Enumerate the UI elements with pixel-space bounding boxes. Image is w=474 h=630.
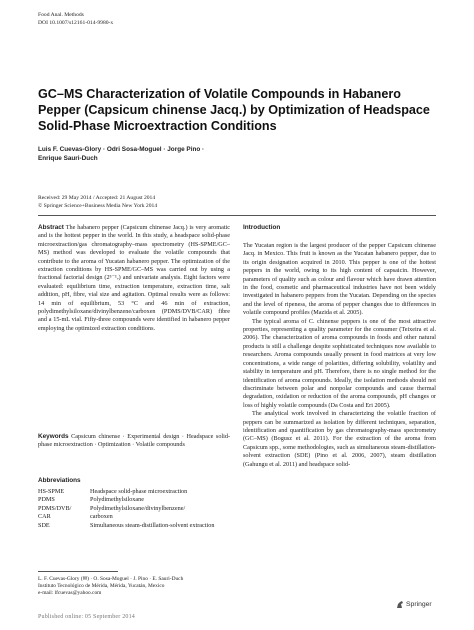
author-line-1: Luis F. Cuevas-Glory · Odri Sosa-Moguel · Jorge Pino · — [38, 146, 205, 153]
author-list — [38, 145, 438, 163]
abbreviation-row — [38, 496, 230, 504]
abbreviation-row — [38, 513, 230, 521]
received-accepted: Received: 29 May 2014 / Accepted: 21 August 2014 — [38, 195, 156, 201]
header-rule — [38, 215, 436, 216]
abbreviation-row — [38, 505, 230, 513]
abbreviation-key: HS-SPME — [38, 488, 65, 495]
author-affiliation-footnote — [38, 576, 230, 598]
footnote-email: e-mail: lfcuevas@yahoo.com — [38, 590, 102, 597]
introduction-body — [243, 242, 436, 469]
keywords-heading: Keywords — [38, 433, 69, 440]
publisher-logo — [396, 600, 432, 609]
abbreviation-key: CAR — [38, 513, 51, 521]
abbreviation-value: Polydimethylsiloxane — [90, 496, 144, 504]
abbreviations-heading: Abbreviations — [38, 477, 81, 484]
abstract-heading: Abstract — [38, 224, 64, 231]
journal-header — [38, 11, 113, 27]
article-dates — [38, 194, 157, 210]
doi: DOI 10.1007/s12161-014-9980-x — [38, 20, 114, 26]
horse-icon — [396, 600, 404, 609]
author-line-2: Enrique Sauri-Duch — [38, 155, 98, 162]
abbreviation-value: Polydimethylsiloxane/divinylbenzene/ — [90, 504, 186, 512]
page-footer: Published online: 05 September 2014 — [38, 614, 135, 620]
abbreviation-key: SDE — [38, 521, 50, 529]
footnote-authors: L. F. Cuevas-Glory (✉) · O. Sosa-Moguel · J. Pino · E. Sauri-Duch — [38, 576, 184, 582]
abbreviation-row — [38, 522, 230, 530]
abbreviation-key: PDMS/DVB/ — [38, 504, 72, 512]
keywords — [38, 433, 230, 450]
abbreviation-row — [38, 488, 230, 496]
intro-paragraph: The Yucatan region is the largest producer of the pepper Capsicum chinense Jacq. in Mexico. This fruit is known as the Yucatan habanero pepper, due to its origin designation acquired in 2010. This pepper is one of the hottest peppers in the world, owing to its high content of capsaicin. However, parameters of quality such as colour and flavour which have drawn attention in the food, cosmetic and pharmaceutical industries have not been widely investigated in habanero peppers from the Yucatan. Depending on the species and the level of ripeness, the aroma of pepper changes due to differences in volatile compound profiles (Mazida et al. 2005). — [243, 242, 436, 317]
intro-paragraph: The analytical work involved in characterizing the volatile fraction of peppers can be summarized as isolation by different techniques, separation, identification and quantification by gas chromatography-mass spectrometry (GC–MS) (Bogusz et al. 2011). For the extraction of the aroma from Capsicum spp., some methodologies, such as simultaneous steam-distillation-solvent extraction (SDE) (Pino et al. 2006, 2007), steam distillation (Gahungu et al. 2011) and headspace solid- — [243, 410, 436, 468]
intro-paragraph: The typical aroma of C. chinense peppers is one of the most attractive properties, representing a quality parameter for the consumer (Teixeira et al. 2006). The characterization of aroma compounds in foods and other natural products is still a challenge despite sophisticated techniques now available to researchers. Aroma compounds usually present in food matrices at very low concentrations, a wide range of polarities, differing solubility, volatility and stability in temperature and pH. Therefore, there is no single method for the identification of aroma compounds. Ideally, the isolation methods should not discriminate between polar and nonpolar compounds and cause thermal degradation, oxidation or reduction of the aroma compounds, pH changes or loss of highly volatile compounds (Da Costa and Eri 2005). — [243, 317, 436, 409]
article-title: GC–MS Characterization of Volatile Compounds in Habanero Pepper (Capsicum chinense Jacq.) by Optimization of Headspace Solid-Phase Microextraction Conditions — [38, 87, 430, 133]
abbreviation-key: PDMS — [38, 496, 55, 504]
abstract — [38, 224, 230, 333]
abbreviation-value: Headspace solid-phase microextraction — [90, 488, 188, 495]
footnote-institution: Instituto Tecnológico de Mérida, Mérida, Yucatán, Mexico — [38, 583, 165, 590]
copyright: © Springer Science+Business Media New York 2014 — [38, 203, 158, 209]
keywords-text: Capsicum chinense · Experimental design · Headspace solid-phase microextraction · Optimization · Volatile compounds — [38, 433, 231, 449]
abbreviation-value: Simultaneous steam-distillation-solvent extraction — [90, 521, 215, 529]
abbreviation-value: carboxen — [90, 513, 113, 521]
journal-name: Food Anal. Methods — [38, 12, 84, 18]
footnote-rule — [38, 571, 118, 572]
abbreviations-list — [38, 488, 230, 530]
introduction-heading: Introduction — [243, 224, 281, 231]
abstract-text: The habanero pepper (Capsicum chinense Jacq.) is very aromatic and is the hottest pepper in the world. In this study, a headspace solid-phase microextraction/gas chromatography–mass spectrometry (HS-SPME/GC–MS) method was developed to evaluate the volatile compounds that contribute to the aroma of Yucatan habanero pepper. The optimization of the extraction conditions by HS-SPME/GC–MS was carried out by using a fractional factorial design (2⁵⁻¹ᵥ) and univariate analysis. Eight factors were evaluated: equilibrium time, extraction temperature, extraction time, salt addition, pH, fibre, vial size and agitation. Optimal results were as follows: 14 min of equilibrium, 53 °C and 46 min of extraction, polydimethylsiloxane/divinylbenzene/carboxen (PDMS/DVB/CAR) fibre and a 15-mL vial. Fifty-three compounds were identified in habanero pepper employing the optimized extraction conditions. — [38, 224, 231, 332]
publisher-name: Springer — [406, 601, 432, 608]
